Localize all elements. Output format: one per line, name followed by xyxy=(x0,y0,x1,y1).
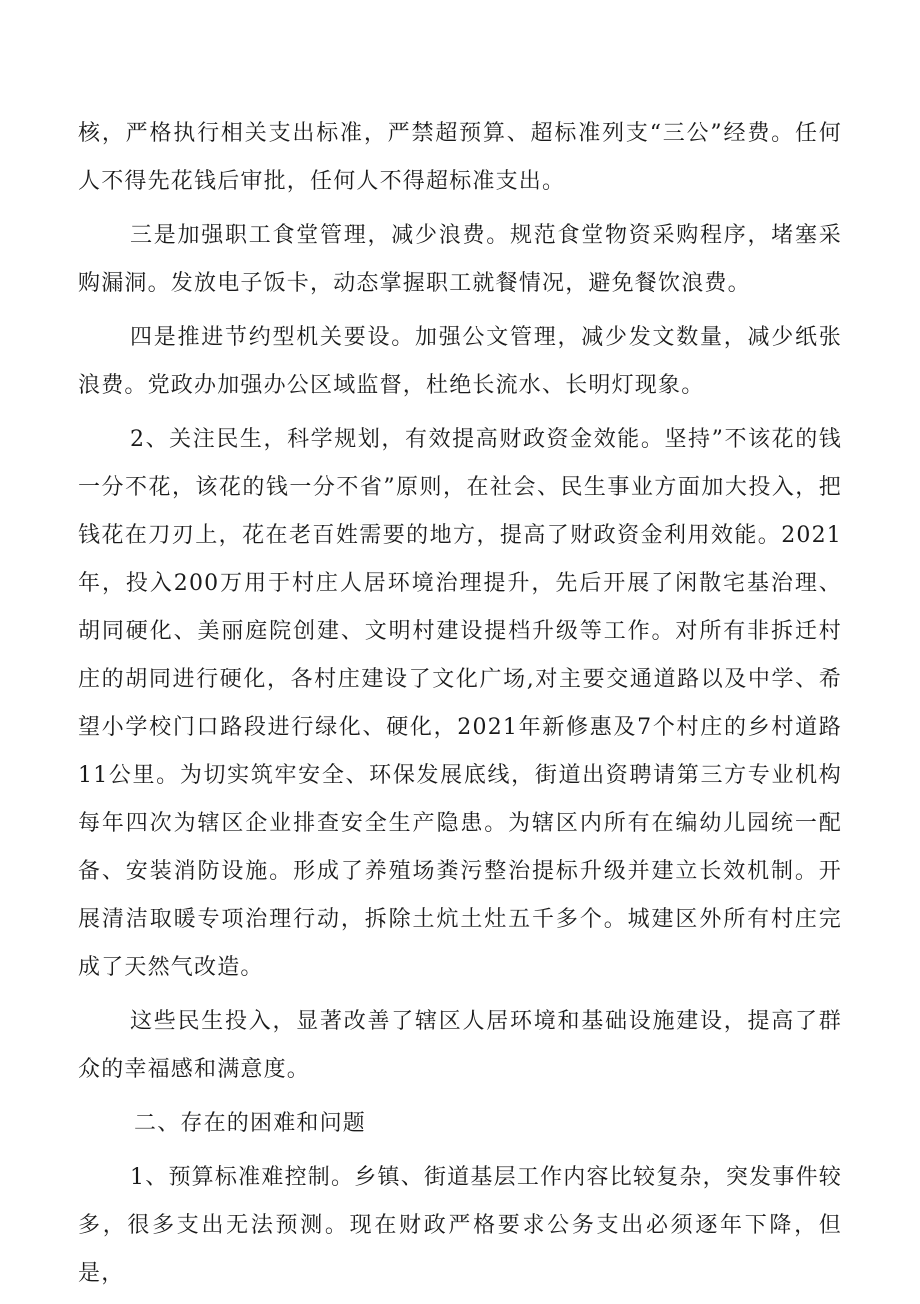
section-heading-problems: 二、存在的困难和问题 xyxy=(134,1111,367,1136)
document-body xyxy=(78,110,842,1304)
paragraph-canteen-management: 三是加强职工食堂管理，减少浪费。规范食堂物资采购程序，堵塞采购漏洞。发放电子饭卡，动态掌握职工就餐情况，避免餐饮浪费。 xyxy=(78,223,842,296)
paragraph-livelihood-summary: 这些民生投入，显著改善了辖区人居环境和基础设施建设，提高了群众的幸福感和满意度。 xyxy=(78,1009,842,1082)
paragraph-budget-control-continued: 核，严格执行相关支出标准，严禁超预算、超标准列支“三公”经费。任何人不得先花钱后审批，任何人不得超标准支出。 xyxy=(78,121,842,194)
paragraph-economical-office: 四是推进节约型机关要设。加强公文管理，减少发文数量，减少纸张浪费。党政办加强办公区域监督，杜绝长流水、长明灯现象。 xyxy=(78,325,842,398)
paragraph-budget-standard-issue: 1、预算标准难控制。乡镇、街道基层工作内容比较复杂，突发事件较多，很多支出无法预测。现在财政严格要求公务支出必须逐年下降，但是， xyxy=(78,1165,842,1286)
paragraph-livelihood-planning: 2、关注民生，科学规划，有效提高财政资金效能。坚持”不该花的钱一分不花，该花的钱一分不省”原则，在社会、民生事业方面加大投入，把钱花在刀刃上，花在老百姓需要的地方，提高了财政资金利用效能。2021年，投入200万用于村庄人居环境治理提升，先后开展了闲散宅基治理、胡同硬化、美丽庭院创建、文明村建设提档升级等工作。对所有非拆迁村庄的胡同进行硬化，各村庄建设了文化广场,对主要交通道路以及中学、希望小学校门口路段进行绿化、硬化，2021年新修惠及7个村庄的乡村道路11公里。为切实筑牢安全、环保发展底线，街道出资聘请第三方专业机构每年四次为辖区企业排查安全生产隐患。为辖区内所有在编幼儿园统一配备、安装消防设施。形成了养殖场粪污整治提标升级并建立长效机制。开展清洁取暖专项治理行动，拆除土炕土灶五千多个。城建区外所有村庄完成了天然气改造。 xyxy=(78,427,842,980)
